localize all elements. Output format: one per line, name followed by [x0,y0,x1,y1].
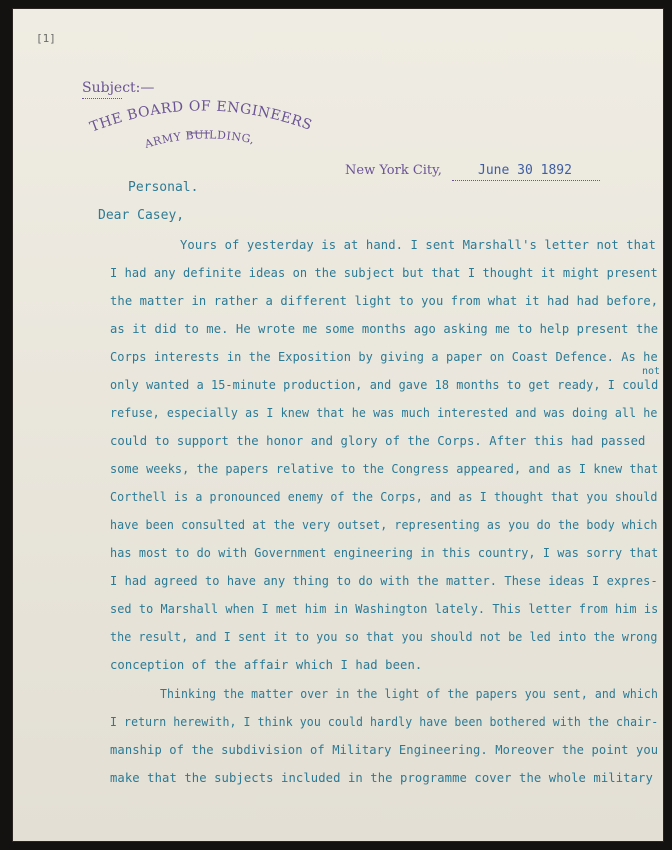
org-name: THE BOARD OF ENGINEERS [87,98,314,136]
letter-line: conception of the affair which I had been. [110,658,423,672]
city-label: New York City, [345,163,442,178]
letter-line: I had any definite ideas on the subject but that I thought it might present [110,266,658,280]
insertion-not: not [642,366,661,377]
letter-line: the matter in rather a different light to you from what it had had before, [110,294,659,308]
letter-line: could to support the honor and glory of the Corps. After this had passed [110,434,646,448]
letter-line: refuse, especially as I knew that he was much interested and was doing all he [110,406,658,420]
letter-line: Corthell is a pronounced enemy of the Corps, and as I thought that you should [110,490,658,504]
letter-line: sed to Marshall when I met him in Washington lately. This letter from him is [110,602,659,616]
letter-line: Corps interests in the Exposition by giving a paper on Coast Defence. As he [110,350,658,364]
letter-line: have been consulted at the very outset, representing as you do the body which [110,518,658,532]
letterhead-arc [84,90,324,160]
letter-line: I return herewith, I think you could hardly have been bothered with the chair- [110,715,659,729]
folio-number: [1] [36,32,56,45]
date-rule [452,180,600,181]
letter-line: manship of the subdivision of Military Engineering. Moreover the point you [110,743,659,757]
subject-label: Subject:— [82,80,155,96]
letter-line: I had agreed to have any thing to do with the matter. These ideas I expres- [110,574,658,588]
svg-text:ARMY BUILDING, [142,128,256,151]
letter-line: as it did to me. He wrote me some months ago asking me to help present the [110,322,659,336]
letter-line: has most to do with Government engineering in this country, I was sorry that [110,546,659,560]
personal-label: Personal. [128,180,199,195]
date-value: June 30 1892 [478,163,572,178]
letterhead [84,90,324,160]
letter-line: the result, and I sent it to you so that you should not be led into the wrong [110,630,658,644]
building-name: ARMY BUILDING, [143,128,256,151]
letter-page [12,8,664,842]
letter-line: make that the subjects included in the programme cover the whole military [110,771,653,785]
letter-line: Thinking the matter over in the light of the papers you sent, and which [160,687,658,701]
letter-line: Yours of yesterday is at hand. I sent Marshall's letter not that [180,238,656,252]
salutation: Dear Casey, [98,208,185,223]
letter-line: some weeks, the papers relative to the Congress appeared, and as I knew that [110,462,659,476]
letter-line: only wanted a 15-minute production, and gave 18 months to get ready, I could [110,378,659,392]
